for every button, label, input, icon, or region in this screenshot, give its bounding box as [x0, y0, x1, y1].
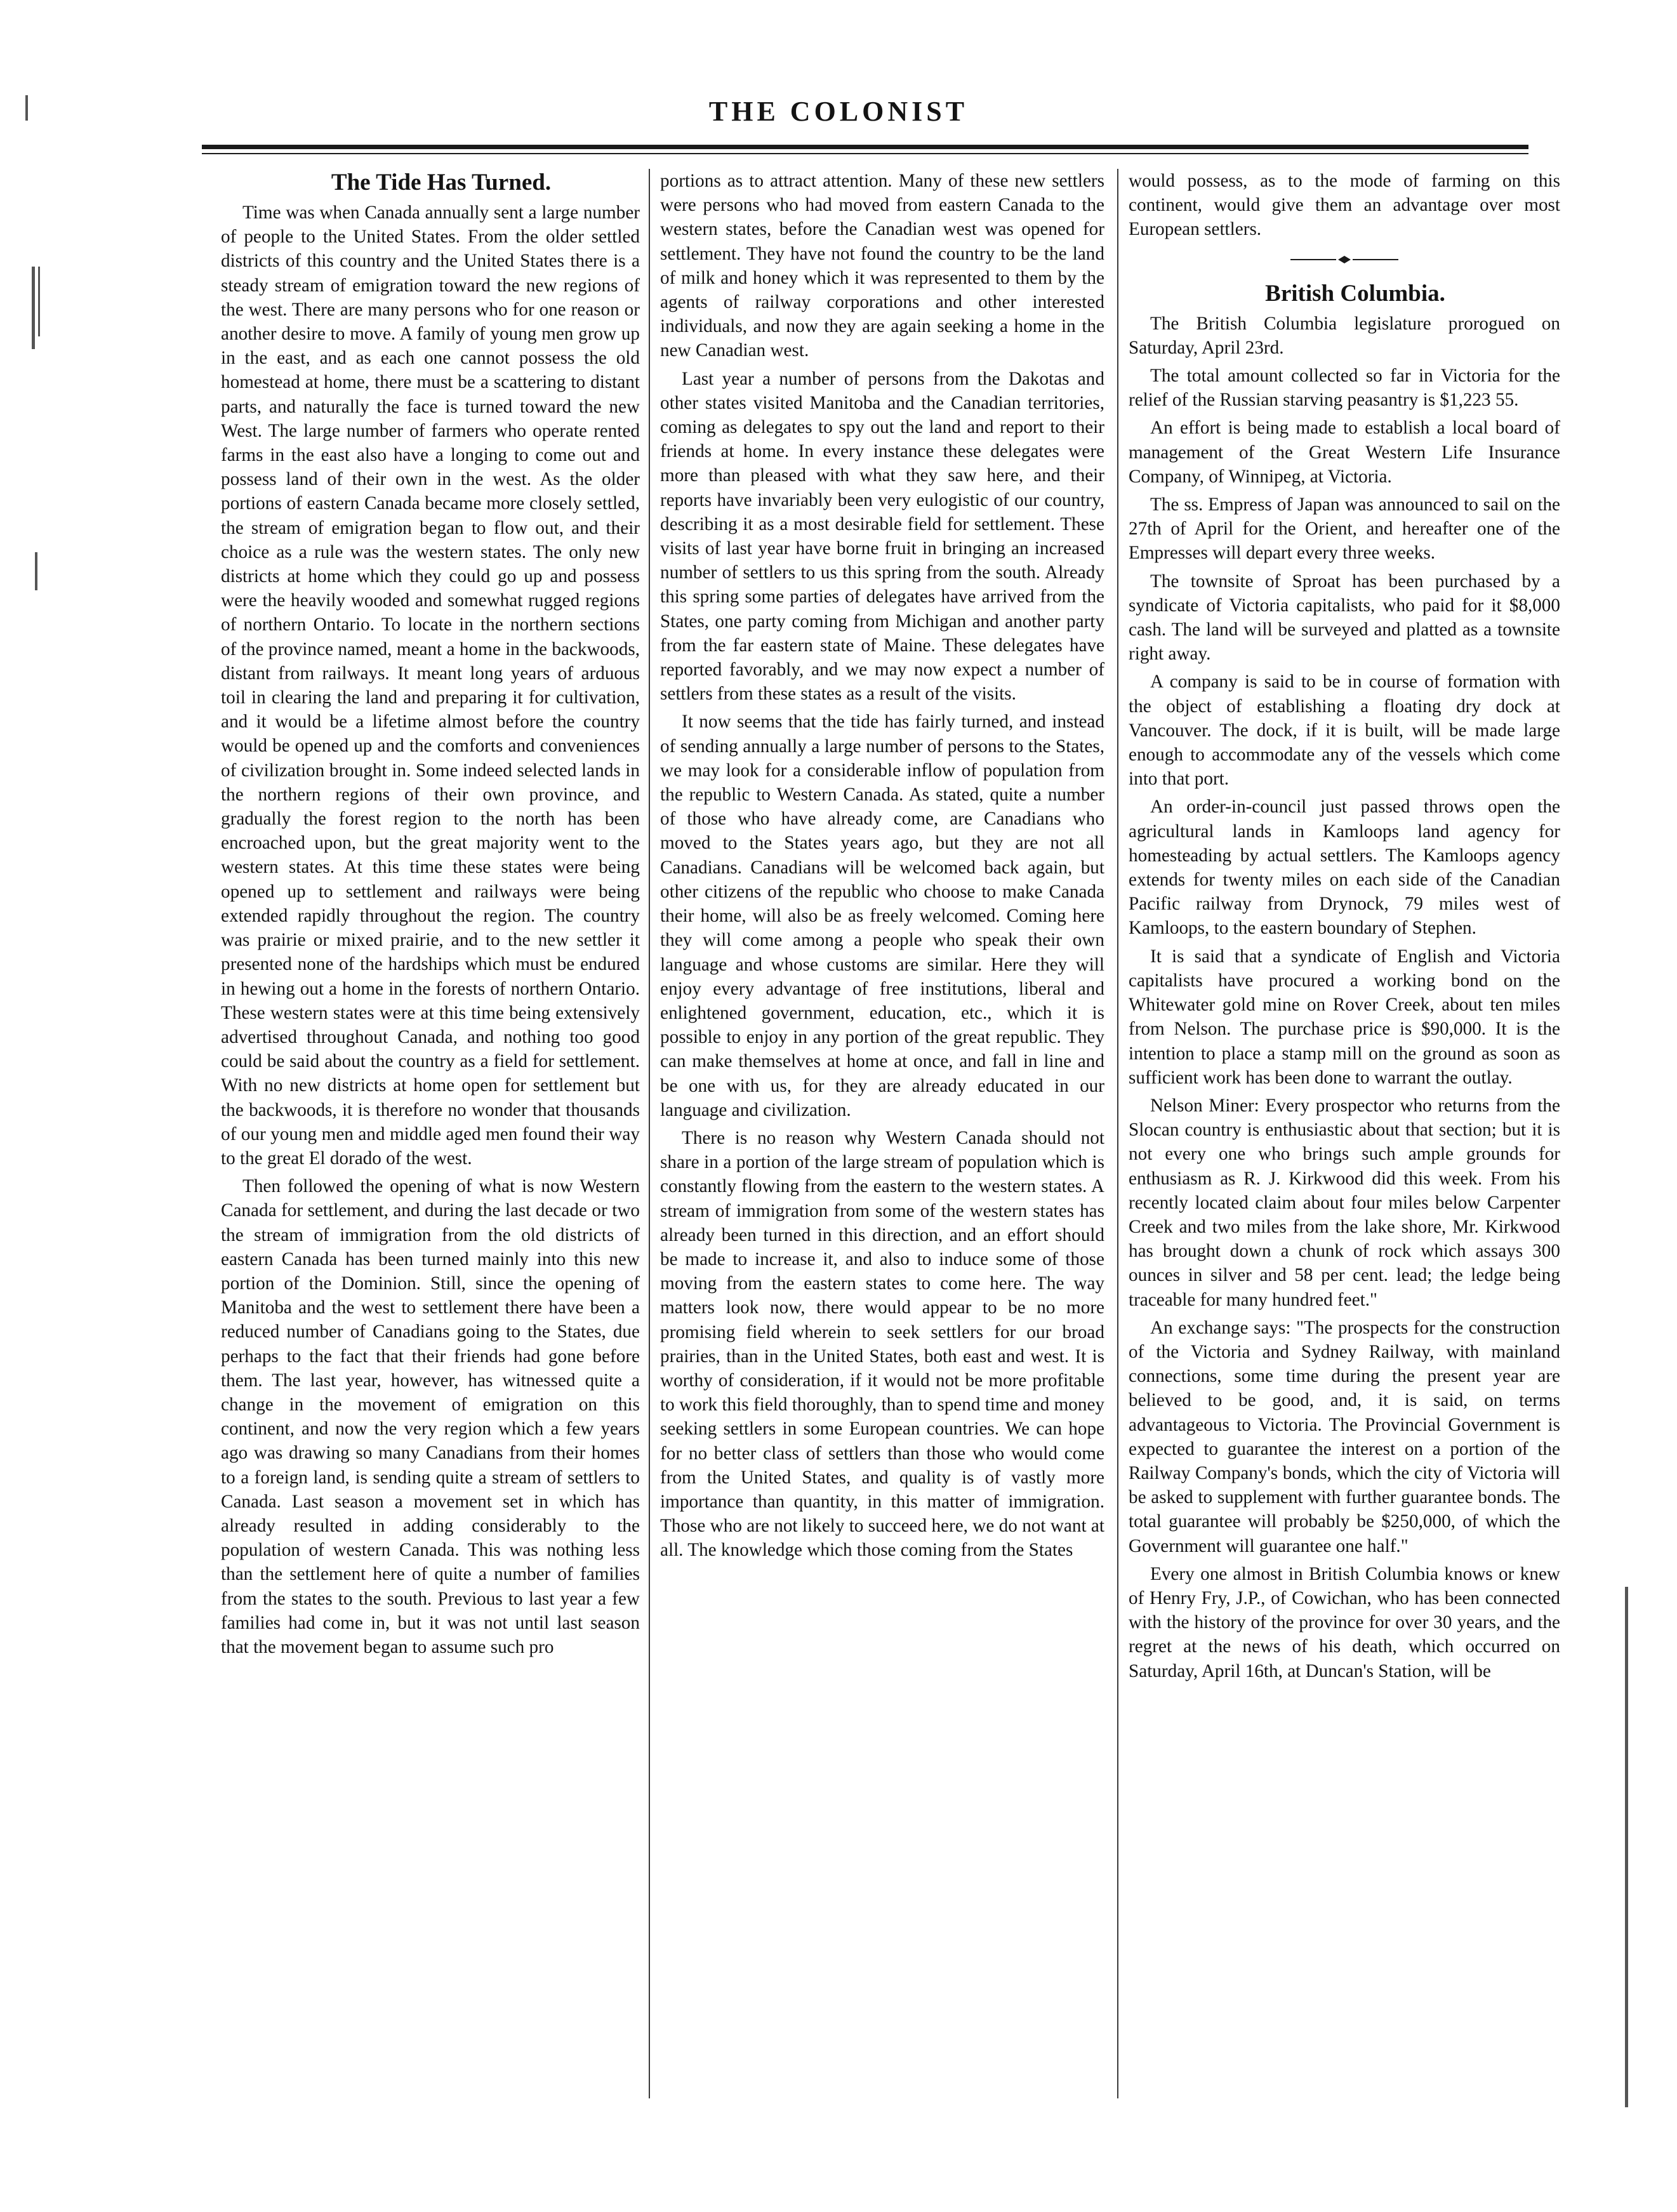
article-paragraph: There is no reason why Western Canada should not share in a portion of the large stream of population which is constantly flowing from the eastern to the western states. A stream of immigration from some of the western states has already been turned in this direction, and an effort should be made to increase it, and also to induce some of those moving from the eastern states to come here. The way matters look now, there would appear to be no more promising field wherein to seek settlers for our broad prairies, than in the United States, both east and west. It is worthy of consideration, if it would not be more profitable to work this field thoroughly, than to spend time and money seeking settlers in some European countries. We can hope for no better class of settlers than those who would come from the United States, and quality is of vastly more importance than quantity, in this matter of immigration. Those who are not likely to succeed here, we do not want at all. The knowledge which those coming from the States [660, 1127, 1104, 1561]
article-paragraph: Then followed the opening of what is now Western Canada for settlement, and during the last decade or two the stream of immigration from the old districts of eastern Canada has been turned mainly into this new portion of the Dominion. Still, since the opening of Manitoba and the west to settlement there have been a reduced number of Canadians going to the States, due perhaps to the fact that their friends had gone before them. The last year, however, has witnessed quite a change in the movement of emigration on this continent, and now the very region which a few years ago was drawing so many Canadians from their homes to a foreign land, is sending quite a stream of settlers to Canada. Last season a movement set in which has already resulted in adding considerably to the population of western Canada. This was nothing less than the settlement here of quite a number of families from the states to the south. Previous to last year a few families had come in, but it was not until last season that the movement began to assume such pro [221, 1176, 640, 1657]
article-paragraph: It now seems that the tide has fairly turned, and instead of sending annually a large number of persons to the States, we may look for a considerable inflow of population from the republic to Western Canada. As stated, quite a number of those who have already come, are Canadians who moved to the States years ago, but they are not all Canadians. Canadians will be welcomed back again, but other citizens of the republic who choose to make Canada their home, will also be as freely welcomed. Coming here they will come among a people who speak their own language and whose customs are similar. Here they will enjoy every advantage of free institutions, liberal and enlightened government, education, etc., which it is possible to enjoy in any portion of the great republic. They can make themselves at home at once, and fall in line and be one with us, for they are already educated in our language and civilization. [660, 712, 1104, 1120]
news-item: A company is said to be in course of formation with the object of establishing a floating dry dock at Vancouver. The dock, if it is built, will be made large enough to accommodate any of the vessels which come into that port. [1129, 672, 1560, 790]
news-item: It is said that a syndicate of English and Victoria capitalists have procured a working bond on the Whitewater gold mine on Rover Creek, about ten miles from Nelson. The purchase price is $90,000. It is the intention to place a stamp mill on the ground as soon as sufficient work has been done to warrant the outlay. [1129, 946, 1560, 1088]
scan-edge-mark [38, 267, 40, 336]
article-paragraph: Last year a number of persons from the Dakotas and other states visited Manitoba and the Canadian territories, coming as delegates to spy out the land and report to their friends at home. In every instance these delegates were more than pleased with what they saw here, and their reports have invariably been very eulogistic of our country, describing it as a most desirable field for settlement. These visits of last year have borne fruit in bringing an increased number of settlers to us this spring from the south. Already this spring some parties of delegates have arrived from the States, one party coming from Michigan and another party from the far eastern state of Maine. These delegates have reported favorably, and we may now expect a number of settlers from these states as a result of the visits. [660, 368, 1104, 705]
news-item: An order-in-council just passed throws open the agricultural lands in Kamloops land agency for homesteading by actual settlers. The Kamloops agency extends for twenty miles on each side of the Canadian Pacific railway from Drynock, 79 miles west of Kamloops, to the eastern boundary of Stephen. [1129, 797, 1560, 939]
masthead-rule-thin [202, 153, 1528, 154]
column-divider-2 [1117, 169, 1118, 2098]
masthead-rule-thick [202, 145, 1528, 149]
news-item: An effort is being made to establish a local board of management of the Great Western Life Insurance Company, of Winnipeg, at Victoria. [1129, 418, 1560, 487]
article-paragraph-continued: would possess, as to the mode of farming on this continent, would give them an advantage over most European settlers. [1129, 171, 1560, 240]
scan-edge-mark [25, 95, 28, 121]
column-3 [1129, 169, 1560, 2098]
column-divider-1 [649, 169, 650, 2098]
article-paragraph: Time was when Canada annually sent a large number of people to the United States. From the older settled districts of this country and the United States there is a steady stream of emigration toward the new regions of the west. There are many persons who for one reason or another desire to move. A family of young men grow up in the east, and as each one cannot possess the old homestead at home, there must be a scattering to distant parts, and naturally the face is turned toward the new West. The large number of farmers who operate rented farms in the east also have a longing to come out and possess land of their own in the west. As the older portions of eastern Canada became more closely settled, the stream of emigration began to flow out, and their choice as a rule was the western states. The only new districts at home which they could go up and possess were the heavily wooded and somewhat rugged regions of northern Ontario. To locate in the northern sections of the province named, meant a home in the backwoods, distant from railways. It meant long years of arduous toil in clearing the land and preparing it for cultivation, and it would be a lifetime almost before the country would be opened up and the comforts and conveniences of civilization brought in. Some indeed selected lands in the northern regions of their own province, and gradually the forest region to the north has been encroached upon, but the great majority went to the western states. At this time these states were being opened up to settlement and railways were being extended rapidly throughout the region. The country was prairie or mixed prairie, and to the new settler it presented none of the hardships which must be endured in hewing out a home in the forests of northern Ontario. These western states were at this time being extensively advertised throughout Canada, and nothing too good could be said about the country as a field for settlement. With no new districts at home open for settlement but the backwoods, it is therefore no wonder that thousands of our young men and middle aged men found their way to the great El dorado of the west. [221, 202, 640, 1169]
article-headline-tide: The Tide Has Turned. [331, 169, 552, 195]
news-item: Every one almost in British Columbia knows or knew of Henry Fry, J.P., of Cowichan, who has been connected with the history of the province for over 30 years, and the regret at the news of his death, which occurred on Saturday, April 16th, at Duncan's Station, will be [1129, 1563, 1560, 1681]
news-item: The total amount collected so far in Victoria for the relief of the Russian starving peasantry is $1,223 55. [1129, 366, 1560, 411]
news-item: The British Columbia legislature prorogued on Saturday, April 23rd. [1129, 313, 1560, 358]
column-1 [221, 169, 640, 2098]
news-item: Nelson Miner: Every prospector who returns from the Slocan country is enthusiastic about that section; but it is not every one who brings such ample grounds for enthusiasm as R. J. Kirkwood did this week. From his recently located claim about four miles below Carpenter Creek and two miles from the lake shore, Mr. Kirkwood has brought down a chunk of rock which assays 300 ounces in silver and 58 per cent. lead; the ledge being traceable for many hundred feet." [1129, 1095, 1560, 1310]
scan-edge-mark [32, 267, 35, 349]
scan-edge-mark [35, 552, 37, 590]
column-2 [660, 169, 1104, 2098]
newspaper-masthead: THE COLONIST [708, 96, 969, 127]
section-divider-ornament [1290, 256, 1398, 263]
news-item: The ss. Empress of Japan was announced to sail on the 27th of April for the Orient, and hereafter one of the Empresses will depart every three weeks. [1129, 494, 1560, 564]
news-item: An exchange says: "The prospects for the construction of the Victoria and Sydney Railway, with mainland connections, some time during the present year are believed to be good, and, it is said, on terms advantageous to Victoria. The Provincial Government is expected to guarantee the interest on a portion of the Railway Company's bonds, which the city of Victoria will be asked to supplement with further guarantee bonds. The total guarantee will probably be $250,000, of which the Government will guarantee one half." [1129, 1317, 1560, 1556]
article-paragraph-continued: portions as to attract attention. Many of these new settlers were persons who had moved from eastern Canada to the western states, before the Canadian west was opened for settlement. They have not found the country to be the land of milk and honey which it was represented to them by the agents of railway corporations and other interested individuals, and now they are again seeking a home in the new Canadian west. [660, 171, 1104, 361]
article-headline-british-columbia: British Columbia. [1265, 280, 1445, 307]
scan-edge-mark [1625, 1587, 1628, 2107]
news-item: The townsite of Sproat has been purchased by a syndicate of Victoria capitalists, who paid for it $8,000 cash. The land will be surveyed and platted as a townsite right away. [1129, 571, 1560, 665]
